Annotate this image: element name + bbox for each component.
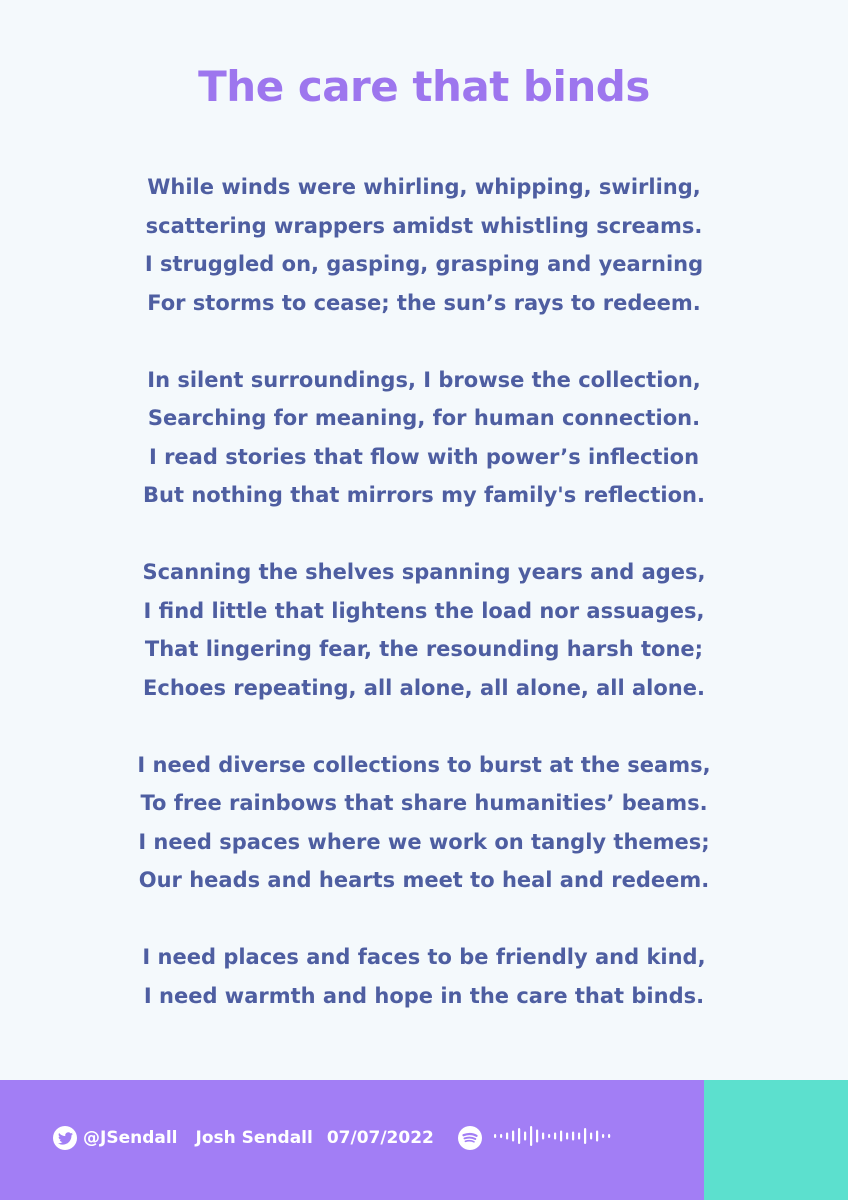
poem-line: I find little that lightens the load nor assuages,: [143, 598, 705, 623]
poem-line: I struggled on, gasping, grasping and yearning: [144, 252, 704, 276]
soundwave-bar: [548, 1134, 550, 1138]
poem-line: While winds were whirling, whipping, swirling,: [147, 175, 701, 199]
soundwave-bar: [578, 1132, 580, 1139]
soundwave-bar: [596, 1130, 598, 1141]
poem-line: In silent surroundings, I browse the collection,: [147, 367, 701, 392]
poem-line: scattering wrappers amidst whistling screams.: [145, 213, 703, 238]
soundwave-bar: [566, 1132, 568, 1139]
footer-credits: [53, 1124, 612, 1152]
soundwave-bar: [560, 1130, 562, 1141]
soundwave-bar: [494, 1134, 496, 1138]
stanza: [0, 168, 848, 322]
poem-line: I read stories that flow with power’s inflection: [148, 444, 700, 469]
poem-line: But nothing that mirrors my family's reflection.: [143, 483, 705, 507]
soundwave-bar: [518, 1128, 520, 1144]
poem-body: [0, 168, 848, 1054]
soundwave-bar: [524, 1131, 526, 1140]
poem-line: I need diverse collections to burst at the seams,: [137, 752, 711, 777]
soundwave-bar: [506, 1132, 508, 1139]
poem-line: Scanning the shelves spanning years and ages,: [142, 560, 706, 584]
twitter-icon[interactable]: [53, 1126, 77, 1150]
soundwave-bar: [530, 1126, 532, 1146]
twitter-bird-glyph: [58, 1132, 73, 1145]
soundwave-bar: [590, 1132, 592, 1139]
soundwave-bar: [500, 1134, 502, 1138]
poem-title: The care that binds: [198, 62, 650, 111]
publish-date: 07/07/2022: [326, 1128, 434, 1148]
soundwave-bars: [492, 1122, 612, 1150]
stanza: [0, 361, 848, 515]
twitter-handle[interactable]: @JSendall: [83, 1128, 178, 1148]
soundwave-bar: [512, 1130, 514, 1141]
spotify-icon[interactable]: [458, 1126, 482, 1150]
spotify-code-soundwave[interactable]: [492, 1122, 612, 1155]
soundwave-bar: [584, 1128, 586, 1144]
stanza: [0, 553, 848, 707]
poem-line: I need spaces where we work on tangly themes;: [138, 829, 710, 854]
poem-line: I need warmth and hope in the care that binds.: [143, 983, 705, 1008]
footer-bar: [0, 1080, 704, 1200]
poem-line: That lingering fear, the resounding harsh tone;: [144, 637, 704, 661]
soundwave-bar: [572, 1131, 574, 1140]
poem-line: To free rainbows that share humanities’ beams.: [140, 791, 708, 815]
soundwave-bar: [542, 1132, 544, 1139]
poem-line: I need places and faces to be friendly and kind,: [142, 945, 706, 969]
poem-line: Searching for meaning, for human connection.: [147, 406, 701, 430]
poem-line: Echoes repeating, all alone, all alone, all alone.: [143, 675, 705, 700]
soundwave-bar: [608, 1134, 610, 1138]
soundwave-bar: [602, 1134, 604, 1138]
spotify-waves-glyph: [462, 1132, 478, 1144]
author-name: Josh Sendall: [195, 1128, 313, 1148]
poem-line: Our heads and hearts meet to heal and redeem.: [138, 868, 710, 892]
footer-accent-block: [704, 1080, 848, 1200]
stanza: [0, 746, 848, 900]
soundwave-bar: [536, 1129, 538, 1142]
stanza: [0, 938, 848, 1015]
soundwave-bar: [554, 1132, 556, 1139]
poem-line: For storms to cease; the sun’s rays to redeem.: [147, 290, 701, 315]
